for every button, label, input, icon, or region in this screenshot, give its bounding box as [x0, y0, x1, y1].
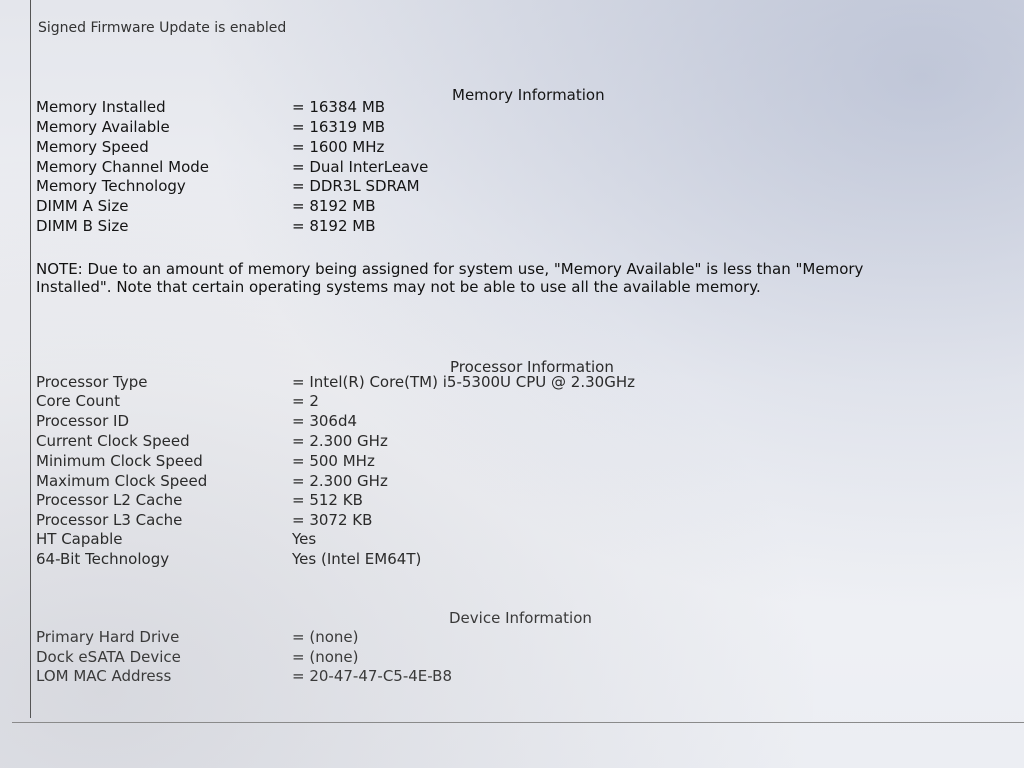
processor-row — [36, 530, 756, 550]
processor-row-label: Processor L3 Cache — [36, 511, 183, 529]
processor-row-label: 64-Bit Technology — [36, 550, 170, 568]
device-row-value: = (none) — [292, 628, 359, 646]
memory-row-value: = 16384 MB — [292, 98, 386, 116]
processor-row — [36, 373, 756, 393]
device-row — [36, 628, 756, 648]
memory-row-value: = DDR3L SDRAM — [292, 177, 420, 195]
processor-row — [36, 472, 756, 492]
memory-row-value: = 8192 MB — [292, 197, 376, 215]
memory-row — [36, 118, 756, 138]
processor-row-label: Processor L2 Cache — [36, 491, 183, 509]
processor-row-label: Current Clock Speed — [36, 432, 190, 450]
processor-row — [36, 491, 756, 511]
memory-row — [36, 158, 756, 178]
memory-row-value: = 16319 MB — [292, 118, 386, 136]
memory-section-title: Memory Information — [452, 86, 605, 104]
firmware-status-text: Signed Firmware Update is enabled — [38, 20, 287, 36]
device-row-value: = (none) — [292, 648, 359, 666]
processor-row-label: Minimum Clock Speed — [36, 452, 203, 470]
memory-row-label: Memory Channel Mode — [36, 158, 209, 176]
memory-row — [36, 177, 756, 197]
processor-row-value: = 500 MHz — [292, 452, 375, 470]
device-row — [36, 667, 756, 687]
processor-row — [36, 511, 756, 531]
memory-row-label: DIMM A Size — [36, 197, 129, 215]
processor-row-label: Processor Type — [36, 373, 148, 391]
processor-row-label: Core Count — [36, 392, 121, 410]
memory-row-label: Memory Speed — [36, 138, 149, 156]
memory-row-label: Memory Technology — [36, 177, 186, 195]
memory-row-label: Memory Available — [36, 118, 170, 136]
processor-row-label: Maximum Clock Speed — [36, 472, 208, 490]
bottom-divider — [12, 722, 1024, 723]
processor-row-value: Yes (Intel EM64T) — [292, 550, 422, 568]
memory-row-value: = 8192 MB — [292, 217, 376, 235]
memory-row-label: DIMM B Size — [36, 217, 129, 235]
processor-row — [36, 412, 756, 432]
memory-row — [36, 138, 756, 158]
processor-row-value: = 3072 KB — [292, 511, 373, 529]
left-divider — [30, 0, 31, 718]
device-row-label: Dock eSATA Device — [36, 648, 181, 666]
memory-row-label: Memory Installed — [36, 98, 166, 116]
memory-row-value: = Dual InterLeave — [292, 158, 429, 176]
processor-row-value: Yes — [292, 530, 317, 548]
processor-row — [36, 550, 756, 570]
memory-note: NOTE: Due to an amount of memory being assigned for system use, "Memory Available" is less than "Memory Installed". Note that certain operating systems may not be able to use all the available memory. — [36, 260, 864, 296]
memory-row — [36, 98, 756, 118]
processor-row-label: HT Capable — [36, 530, 123, 548]
processor-row-value: = 2 — [292, 392, 319, 410]
processor-row-value: = 306d4 — [292, 412, 358, 430]
memory-row — [36, 217, 756, 237]
processor-row-value: = 2.300 GHz — [292, 432, 388, 450]
processor-row-label: Processor ID — [36, 412, 129, 430]
device-row-value: = 20-47-47-C5-4E-B8 — [292, 667, 452, 685]
processor-section-title: Processor Information — [450, 358, 614, 376]
processor-row — [36, 432, 756, 452]
processor-row-value: = 512 KB — [292, 491, 363, 509]
device-row — [36, 648, 756, 668]
memory-row-value: = 1600 MHz — [292, 138, 385, 156]
device-row-label: LOM MAC Address — [36, 667, 172, 685]
processor-row — [36, 452, 756, 472]
device-row-label: Primary Hard Drive — [36, 628, 180, 646]
memory-row — [36, 197, 756, 217]
processor-row-value: = Intel(R) Core(TM) i5-5300U CPU @ 2.30GHz — [292, 373, 635, 391]
processor-row — [36, 392, 756, 412]
processor-row-value: = 2.300 GHz — [292, 472, 388, 490]
device-section-title: Device Information — [449, 609, 592, 627]
